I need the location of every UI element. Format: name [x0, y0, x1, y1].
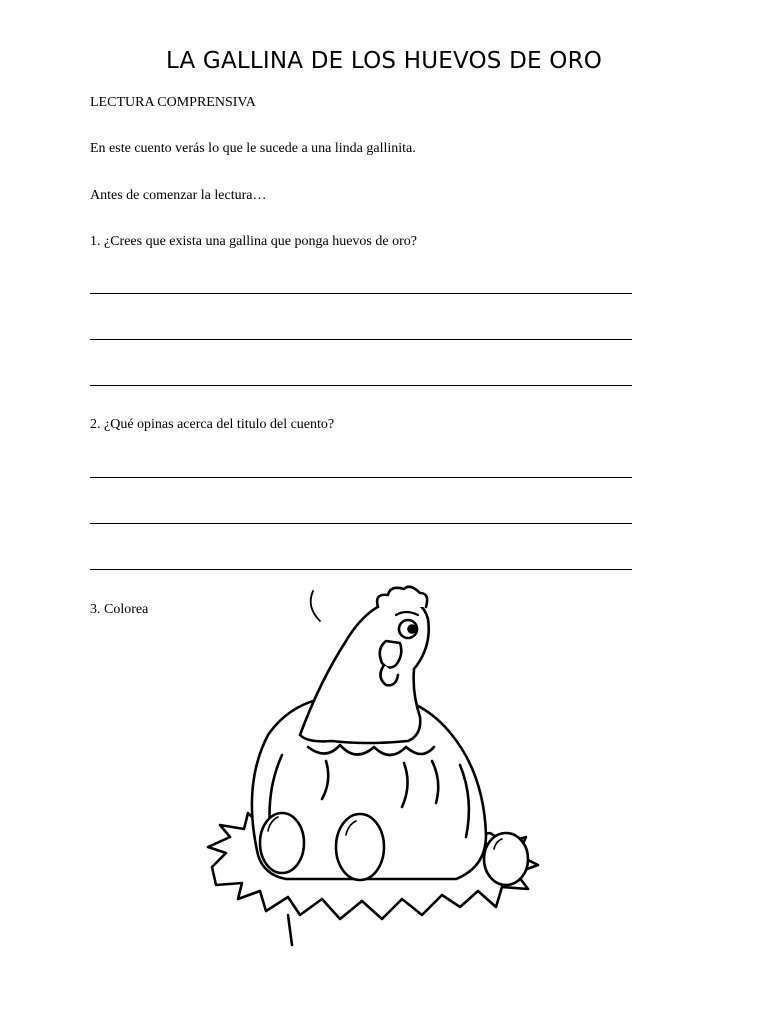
- question-2: 2. ¿Qué opinas acerca del titulo del cuento?: [90, 417, 335, 432]
- answer-line-q1-1[interactable]: [90, 293, 632, 294]
- question-1: 1. ¿Crees que exista una gallina que ponga huevos de oro?: [90, 234, 417, 249]
- answer-line-q1-3[interactable]: [90, 385, 632, 386]
- answer-line-q1-2[interactable]: [90, 339, 632, 340]
- answer-line-q2-1[interactable]: [90, 477, 632, 478]
- answer-line-q2-3[interactable]: [90, 569, 632, 570]
- hen-on-nest-icon: [190, 585, 550, 955]
- answer-line-q2-2[interactable]: [90, 523, 632, 524]
- intro-text: En este cuento verás lo que le sucede a una linda gallinita.: [90, 141, 416, 156]
- section-subtitle: LECTURA COMPRENSIVA: [90, 95, 256, 110]
- question-3: 3. Colorea: [90, 602, 149, 617]
- page-title: LA GALLINA DE LOS HUEVOS DE ORO: [165, 48, 603, 74]
- before-reading-text: Antes de comenzar la lectura…: [90, 188, 267, 203]
